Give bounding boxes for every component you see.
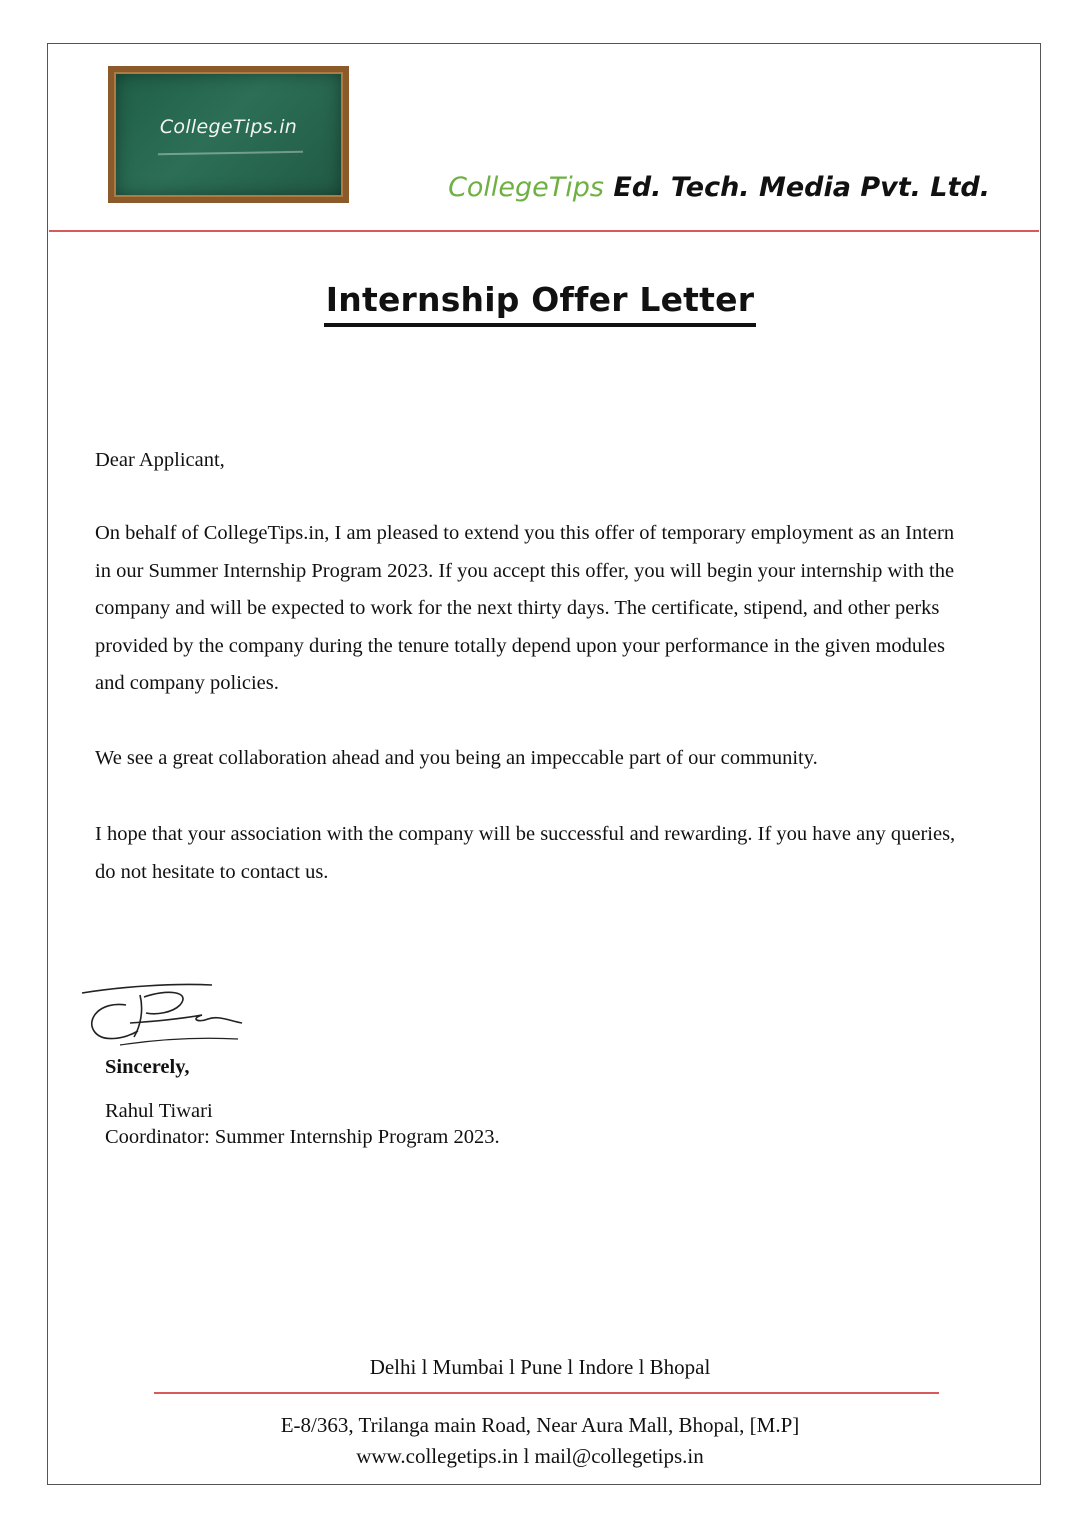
company-name [448,172,990,203]
company-brand: CollegeTips [448,172,604,203]
signer-name: Rahul Tiwari [105,1100,213,1122]
closing: Sincerely, [105,1056,190,1078]
paragraph-contact: I hope that your association with the company will be successful and rewarding. If you have any queries, do not hesitate to contact us. [95,823,956,883]
header-divider [49,230,1039,232]
paragraph-offer: On behalf of CollegeTips.in, I am pleased to extend you this offer of temporary employment as an Intern in our Summer Internship Program 2023. If you accept this offer, you will begin your internship with the company and will be expected to work for the next thirty days. The certificate, stipend, and other perks provided by the company during the tenure totally depend upon your performance in the given modules and company policies. [95,522,955,694]
paragraph-collaboration: We see a great collaboration ahead and you being an impeccable part of our community. [95,747,818,769]
logo-chalk-line [158,151,303,156]
office-address: E-8/363, Trilanga main Road, Near Aura Mall, Bhopal, [M.P] [280,1413,800,1437]
signature [80,975,250,1050]
footer-divider [154,1392,939,1394]
office-cities: Delhi l Mumbai l Pune l Indore l Bhopal [369,1355,711,1379]
company-name-rest: Ed. Tech. Media Pvt. Ltd. [604,172,990,203]
logo-text: CollegeTips.in [159,116,298,138]
signer-block [105,1098,500,1150]
signer-role: Coordinator: Summer Internship Program 2023. [105,1126,500,1148]
title-container [0,280,1080,327]
company-logo [108,66,349,203]
letter-title: Internship Offer Letter [324,280,756,327]
footer-address-block [0,1410,1080,1472]
greeting: Dear Applicant, [95,449,225,471]
website-email: www.collegetips.in l mail@collegetips.in [356,1444,704,1468]
